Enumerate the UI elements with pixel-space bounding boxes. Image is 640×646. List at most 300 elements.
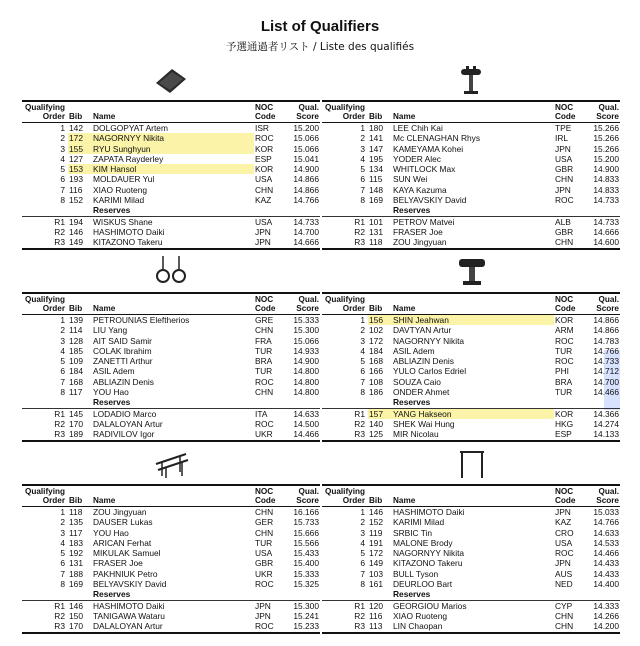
parallel-bars-icon xyxy=(152,450,192,478)
athlete-name: SOUZA Caio xyxy=(393,376,441,387)
athlete-name: ABLIAZIN Denis xyxy=(93,376,154,387)
qual-score: 14.900 xyxy=(593,164,619,175)
noc-code: KOR xyxy=(255,143,274,154)
athlete-name: NAGORNYY Nikita xyxy=(393,548,465,559)
bib-number: 146 xyxy=(69,226,83,237)
reserve-row xyxy=(22,227,320,237)
qualifier-row xyxy=(22,154,320,164)
qualifying-order: R1 xyxy=(322,408,368,419)
qualifier-row xyxy=(22,507,320,518)
qualifier-row xyxy=(322,528,620,538)
blank-cell xyxy=(368,205,392,216)
qualifying-order: 4 xyxy=(60,153,65,164)
qual-score: 15.266 xyxy=(593,143,619,154)
athlete-name: LIN Chaopan xyxy=(393,621,443,632)
noc-code: CHN xyxy=(555,237,574,248)
qual-score: 15.666 xyxy=(293,527,319,538)
bib-number: 117 xyxy=(69,387,83,398)
qual-score: 14.733 xyxy=(288,216,320,227)
qualifying-order: R2 xyxy=(354,418,365,429)
noc-code: ROC xyxy=(255,621,274,632)
parallel-bars-table xyxy=(22,484,320,634)
qualifying-order: R3 xyxy=(354,237,365,248)
reserve-row xyxy=(322,600,620,611)
header-noc-code: NOC Code xyxy=(254,486,288,507)
qual-score: 15.066 xyxy=(293,143,319,154)
qual-score: 14.866 xyxy=(593,315,619,325)
qualifier-row xyxy=(22,133,320,143)
noc-code: JPN xyxy=(555,184,571,195)
noc-code: KOR xyxy=(255,164,274,175)
reserves-heading-row xyxy=(322,589,620,600)
qualifier-row xyxy=(22,346,320,356)
qualifier-row xyxy=(322,346,620,356)
reserves-heading-row xyxy=(22,397,320,408)
qual-score: 15.200 xyxy=(293,123,319,133)
qualifying-order: 7 xyxy=(360,376,365,387)
qual-score: 14.933 xyxy=(293,345,319,356)
qual-score: 14.274 xyxy=(593,418,619,429)
noc-code: TUR xyxy=(255,345,273,356)
qual-score: 14.866 xyxy=(293,184,319,195)
athlete-name: YODER Alec xyxy=(393,153,441,164)
blank-cell xyxy=(22,205,68,216)
qualifying-order: 2 xyxy=(60,325,65,336)
bib-number: 180 xyxy=(369,123,383,133)
bib-number: 114 xyxy=(69,325,83,336)
bib-number: 150 xyxy=(69,610,83,621)
qualifying-order: 6 xyxy=(360,366,365,377)
qualifying-order: R3 xyxy=(54,237,65,248)
noc-code: ARM xyxy=(555,325,574,336)
noc-code: TPE xyxy=(555,123,572,133)
qualifying-order: R3 xyxy=(354,621,365,632)
bib-number: 113 xyxy=(369,621,383,632)
qualifying-order: 1 xyxy=(60,315,65,325)
header-name: Name xyxy=(92,486,254,507)
qualifying-order: 1 xyxy=(360,123,365,133)
athlete-name: FRASER Joe xyxy=(393,226,443,237)
bib-number: 120 xyxy=(368,600,392,611)
bib-number: 115 xyxy=(369,174,383,185)
bib-number: 108 xyxy=(369,376,383,387)
qualifying-order: R1 xyxy=(322,216,368,227)
qual-score: 14.466 xyxy=(293,429,319,440)
qual-score: 14.466 xyxy=(593,387,619,398)
bib-number: 125 xyxy=(369,429,383,440)
qual-score: 14.900 xyxy=(293,164,319,175)
floor-exercise-icon xyxy=(152,65,190,95)
qualifying-order: 3 xyxy=(360,143,365,154)
qualifying-order: 6 xyxy=(60,366,65,377)
bib-number: 149 xyxy=(369,558,383,569)
table-header-row xyxy=(22,294,320,315)
bib-number: 170 xyxy=(69,418,83,429)
noc-code: JPN xyxy=(555,507,571,517)
blank-cell xyxy=(322,397,368,408)
qualifying-order: 2 xyxy=(360,133,365,144)
athlete-name: ASIL Adem xyxy=(93,366,135,377)
athlete-name: ONDER Ahmet xyxy=(393,387,450,398)
noc-code: JPN xyxy=(255,610,271,621)
pommel-horse-icon xyxy=(456,65,486,97)
qualifying-order: 8 xyxy=(360,195,365,206)
bib-number: 149 xyxy=(69,237,83,248)
table-header-row xyxy=(22,486,320,507)
qualifying-order: 4 xyxy=(360,537,365,548)
blank-cell xyxy=(288,589,320,600)
qual-score: 14.800 xyxy=(293,387,319,398)
qualifier-row xyxy=(322,315,620,326)
qualifier-row xyxy=(22,558,320,568)
qualifying-order: R1 xyxy=(322,600,368,611)
qual-score: 15.233 xyxy=(293,621,319,632)
qual-score: 15.033 xyxy=(593,507,619,517)
qual-score: 15.566 xyxy=(293,537,319,548)
reserve-row xyxy=(22,419,320,429)
qual-score: 15.041 xyxy=(293,153,319,164)
reserves-heading-row xyxy=(322,397,620,408)
noc-code: IRL xyxy=(555,133,569,144)
bib-number: 195 xyxy=(369,153,383,164)
bib-number: 189 xyxy=(69,429,83,440)
athlete-name: MOLDAUER Yul xyxy=(93,174,155,185)
athlete-name: COLAK Ibrahim xyxy=(93,345,152,356)
noc-code: ALB xyxy=(554,216,588,227)
blank-cell xyxy=(22,397,68,408)
noc-code: KOR xyxy=(555,315,574,325)
qual-score: 14.266 xyxy=(593,610,619,621)
bib-number: 152 xyxy=(369,517,383,528)
table-header-row xyxy=(322,486,620,507)
qualifying-order: R2 xyxy=(54,226,65,237)
header-name: Name xyxy=(392,486,554,507)
bib-number: 172 xyxy=(369,335,383,346)
qual-score: 14.900 xyxy=(293,356,319,367)
header-noc-code: NOC Code xyxy=(554,294,588,315)
qual-score: 14.866 xyxy=(293,174,319,185)
blank-cell xyxy=(554,397,588,408)
qualifier-row xyxy=(22,387,320,397)
noc-code: ITA xyxy=(254,408,288,419)
bib-number: 118 xyxy=(69,507,83,517)
header-qual-score: Qual. Score xyxy=(588,294,620,315)
header-name: Name xyxy=(92,294,254,315)
vault-table xyxy=(322,292,620,442)
blank-cell xyxy=(588,205,620,216)
bib-number: 170 xyxy=(69,621,83,632)
noc-code: CHN xyxy=(555,610,574,621)
noc-code: CHN xyxy=(255,325,274,336)
athlete-name: AIT SAID Samir xyxy=(93,335,152,346)
athlete-name: KAMEYAMA Kohei xyxy=(393,143,464,154)
athlete-name: HASHIMOTO Daiki xyxy=(93,226,165,237)
qualifying-order: 8 xyxy=(360,579,365,590)
noc-code: AUS xyxy=(555,568,573,579)
reserve-row xyxy=(22,237,320,247)
qualifying-order: 4 xyxy=(60,345,65,356)
bib-number: 148 xyxy=(369,184,383,195)
header-bib: Bib xyxy=(68,102,92,123)
qualifier-table xyxy=(322,102,620,248)
qualifier-row xyxy=(322,558,620,568)
qualifier-row xyxy=(322,579,620,589)
header-name: Name xyxy=(392,294,554,315)
bib-number: 135 xyxy=(69,517,83,528)
qualifying-order: 7 xyxy=(60,184,65,195)
noc-code: CHN xyxy=(255,507,274,517)
qualifier-row xyxy=(322,538,620,548)
bib-number: 109 xyxy=(69,356,83,367)
blank-cell xyxy=(588,589,620,600)
athlete-name: SUN Wei xyxy=(393,174,428,185)
bib-number: 191 xyxy=(369,537,383,548)
qualifier-row xyxy=(22,325,320,335)
qual-score: 14.600 xyxy=(593,237,619,248)
noc-code: TUR xyxy=(255,537,273,548)
qualifier-row xyxy=(322,174,620,184)
qualifying-order: R3 xyxy=(354,429,365,440)
qual-score: 14.133 xyxy=(593,429,619,440)
qualifying-order: 1 xyxy=(360,315,365,325)
qual-score: 15.300 xyxy=(288,600,320,611)
blank-cell xyxy=(322,205,368,216)
bib-number: 155 xyxy=(68,144,92,154)
qualifying-order: 5 xyxy=(60,356,65,367)
noc-code: JPN xyxy=(255,226,271,237)
qual-score: 15.300 xyxy=(293,325,319,336)
qualifying-order: 3 xyxy=(60,143,65,154)
athlete-name: ARICAN Ferhat xyxy=(93,537,152,548)
noc-code: KOR xyxy=(554,408,588,419)
bib-number: 116 xyxy=(69,184,83,195)
athlete-name: PAKHNIUK Petro xyxy=(93,568,158,579)
noc-code: ESP xyxy=(255,153,272,164)
noc-code: KAZ xyxy=(555,517,572,528)
bib-number: 134 xyxy=(369,164,383,175)
qual-score: 14.666 xyxy=(593,226,619,237)
noc-code: UKR xyxy=(255,429,273,440)
noc-code: JPN xyxy=(555,558,571,569)
qual-score: 14.783 xyxy=(593,335,619,346)
noc-code: NED xyxy=(555,579,573,590)
reserve-row xyxy=(22,429,320,439)
athlete-name: GEORGIOU Marios xyxy=(392,600,554,611)
qual-score: 14.666 xyxy=(293,237,319,248)
noc-code: CHN xyxy=(555,174,574,185)
athlete-name: SHEK Wai Hung xyxy=(393,418,455,429)
qualifier-row xyxy=(322,507,620,518)
reserve-row xyxy=(22,408,320,419)
qualifying-order: 5 xyxy=(60,164,65,175)
reserves-label: Reserves xyxy=(393,205,431,216)
qualifying-order: R3 xyxy=(54,621,65,632)
noc-code: CRO xyxy=(555,527,574,538)
qualifier-row xyxy=(22,185,320,195)
qualifier-row xyxy=(22,538,320,548)
qualifier-row xyxy=(322,185,620,195)
qualifying-order: 7 xyxy=(360,184,365,195)
noc-code: UKR xyxy=(255,568,273,579)
qualifier-row xyxy=(22,144,320,154)
athlete-name: ZANETTI Arthur xyxy=(93,356,153,367)
qualifying-order: 2 xyxy=(360,517,365,528)
header-qualifying-order: Qualifying Order xyxy=(22,294,68,315)
qualifier-row xyxy=(322,123,620,134)
athlete-name: WHITLOCK Max xyxy=(393,164,456,175)
blank-cell xyxy=(588,397,620,408)
qual-score: 15.066 xyxy=(293,335,319,346)
athlete-name: TANIGAWA Wataru xyxy=(93,610,165,621)
blank-cell xyxy=(254,589,288,600)
qualifier-row xyxy=(22,548,320,558)
athlete-name: SRBIC Tin xyxy=(393,527,433,538)
qualifying-order: 5 xyxy=(60,548,65,559)
athlete-name: ASIL Adem xyxy=(393,345,435,356)
table-header-row xyxy=(322,102,620,123)
header-bib: Bib xyxy=(68,486,92,507)
reserve-row xyxy=(22,621,320,631)
qual-score: 15.333 xyxy=(293,315,319,325)
noc-code: CYP xyxy=(554,600,588,611)
reserve-row xyxy=(322,419,620,429)
athlete-name: DAVTYAN Artur xyxy=(393,325,452,336)
noc-code: JPN xyxy=(254,600,288,611)
qualifying-order: 7 xyxy=(60,568,65,579)
qualifying-order: 5 xyxy=(360,548,365,559)
table-header-row xyxy=(322,294,620,315)
blank-cell xyxy=(554,205,588,216)
qualifier-row xyxy=(22,195,320,205)
noc-code: GBR xyxy=(555,164,574,175)
header-name: Name xyxy=(392,102,554,123)
bib-number: 172 xyxy=(369,548,383,559)
bib-number: 127 xyxy=(69,153,83,164)
qual-score: 14.766 xyxy=(593,345,619,356)
noc-code: CHN xyxy=(555,621,574,632)
qual-score: 15.733 xyxy=(293,517,319,528)
athlete-name: BELYAVSKIY David xyxy=(93,579,167,590)
header-qualifying-order: Qualifying Order xyxy=(22,102,68,123)
qualifying-order: 4 xyxy=(360,153,365,164)
qual-score: 14.200 xyxy=(593,621,619,632)
qual-score: 14.712 xyxy=(593,366,619,377)
qualifier-table xyxy=(22,294,320,440)
athlete-name: KARIMI Milad xyxy=(393,517,445,528)
qualifier-row xyxy=(322,133,620,143)
athlete-name: LEE Chih Kai xyxy=(393,123,443,133)
qualifying-order: 4 xyxy=(60,537,65,548)
qualifier-row xyxy=(22,123,320,134)
noc-code: USA xyxy=(254,216,288,227)
athlete-name: KIM Hansol xyxy=(92,164,254,174)
athlete-name: RYU Sunghyun xyxy=(92,144,254,154)
qual-score: 15.241 xyxy=(293,610,319,621)
noc-code: HKG xyxy=(555,418,574,429)
reserves-label: Reserves xyxy=(93,589,131,600)
qualifier-row xyxy=(322,377,620,387)
qual-score: 15.200 xyxy=(593,153,619,164)
qual-score: 14.333 xyxy=(588,600,620,611)
header-qual-score: Qual. Score xyxy=(588,486,620,507)
qualifying-order: 8 xyxy=(60,579,65,590)
header-noc-code: NOC Code xyxy=(254,294,288,315)
qualifier-row xyxy=(322,144,620,154)
reserves-heading-row xyxy=(22,205,320,216)
vault-icon xyxy=(456,256,488,288)
athlete-name: DAUSER Lukas xyxy=(93,517,153,528)
athlete-name: ZOU Jingyuan xyxy=(93,507,147,517)
athlete-name: KITAZONO Takeru xyxy=(93,237,163,248)
qualifier-row xyxy=(322,569,620,579)
reserve-row xyxy=(322,216,620,227)
qualifier-row xyxy=(22,315,320,326)
qual-score: 14.833 xyxy=(593,184,619,195)
qualifying-order: R2 xyxy=(54,610,65,621)
qual-score: 14.866 xyxy=(593,325,619,336)
noc-code: TUR xyxy=(555,345,573,356)
athlete-name: DALALOYAN Artur xyxy=(93,418,163,429)
bib-number: 169 xyxy=(69,579,83,590)
qualifying-order: 3 xyxy=(360,335,365,346)
bib-number: 184 xyxy=(69,366,83,377)
floor-exercise-table xyxy=(22,100,320,250)
qualifying-order: 5 xyxy=(360,164,365,175)
bib-number: 102 xyxy=(369,325,383,336)
noc-code: GBR xyxy=(255,558,274,569)
bib-number: 168 xyxy=(69,376,83,387)
page-title: List of Qualifiers xyxy=(260,18,380,35)
qualifying-order: 7 xyxy=(60,376,65,387)
qualifier-row xyxy=(322,356,620,366)
noc-code: ROC xyxy=(255,376,274,387)
header-qual-score: Qual. Score xyxy=(588,102,620,123)
athlete-name: ABLIAZIN Denis xyxy=(393,356,454,367)
header-qualifying-order: Qualifying Order xyxy=(322,486,368,507)
noc-code: USA xyxy=(255,174,273,185)
noc-code: ROC xyxy=(555,335,574,346)
athlete-name: KITAZONO Takeru xyxy=(393,558,463,569)
bib-number: 188 xyxy=(69,568,83,579)
athlete-name: KARIMI Milad xyxy=(93,195,145,206)
reserve-row xyxy=(322,611,620,621)
noc-code: ROC xyxy=(255,579,274,590)
noc-code: TUR xyxy=(255,366,273,377)
qual-score: 14.833 xyxy=(593,174,619,185)
qualifying-order: R2 xyxy=(54,418,65,429)
bib-number: 116 xyxy=(369,610,383,621)
qual-score: 16.166 xyxy=(293,507,319,517)
bib-number: 131 xyxy=(69,558,83,569)
blank-cell xyxy=(368,397,392,408)
bib-number: 156 xyxy=(368,315,392,326)
athlete-name: BULL Tyson xyxy=(393,568,439,579)
bib-number: 147 xyxy=(369,143,383,154)
reserves-label: Reserves xyxy=(393,397,431,408)
header-qualifying-order: Qualifying Order xyxy=(22,486,68,507)
athlete-name: ZOU Jingyuan xyxy=(393,237,447,248)
athlete-name: KAYA Kazuma xyxy=(393,184,447,195)
athlete-name: DEURLOO Bart xyxy=(393,579,453,590)
noc-code: FRA xyxy=(255,335,272,346)
noc-code: GRE xyxy=(255,315,274,325)
qual-score: 14.766 xyxy=(293,195,319,206)
athlete-name: MIR Nicolau xyxy=(393,429,439,440)
qualifying-order: 2 xyxy=(60,133,65,144)
noc-code: JPN xyxy=(255,237,271,248)
reserve-row xyxy=(322,429,620,439)
athlete-name: BELYAVSKIY David xyxy=(393,195,467,206)
